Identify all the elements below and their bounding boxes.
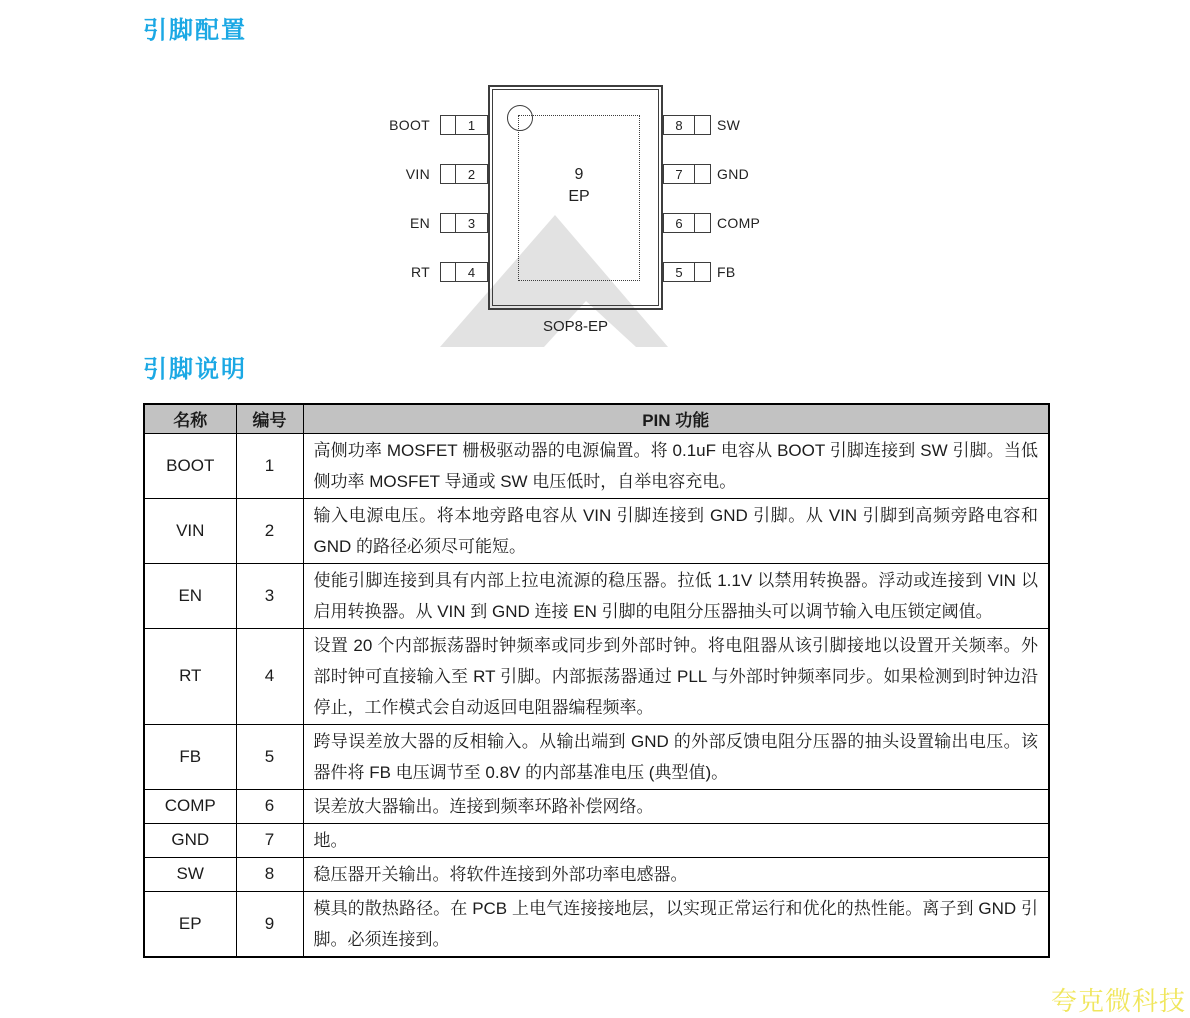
pin-number: 2	[467, 166, 476, 182]
pin-stub	[695, 263, 710, 281]
pin-label-comp: COMP	[717, 215, 761, 231]
exposed-pad-text	[519, 164, 639, 208]
ic-package	[488, 85, 663, 310]
pin-name-cell: SW	[144, 857, 236, 891]
table-row	[144, 857, 1049, 891]
pin-1-box	[440, 115, 488, 135]
pin-3-box	[440, 213, 488, 233]
pin-name-cell: RT	[144, 628, 236, 724]
pin-function-cell: 误差放大器输出。连接到频率环路补偿网络。	[303, 789, 1049, 823]
pin-name-cell: EP	[144, 891, 236, 957]
table-row	[144, 563, 1049, 628]
pin-number: 3	[467, 215, 476, 231]
col-header-number: 编号	[236, 404, 303, 433]
pin-function-cell: 跨导误差放大器的反相输入。从输出端到 GND 的外部反馈电阻分压器的抽头设置输出电压。该器件将 FB 电压调节至 0.8V 的内部基准电压 (典型值)。	[303, 724, 1049, 789]
pin-stub	[441, 165, 456, 183]
pin-name-cell: FB	[144, 724, 236, 789]
pin-stub	[695, 214, 710, 232]
pin-number-cell: 8	[236, 857, 303, 891]
col-header-function: PIN 功能	[303, 404, 1049, 433]
pin-stub	[441, 214, 456, 232]
pin-name-cell: GND	[144, 823, 236, 857]
pin-stub	[695, 165, 710, 183]
pin-function-cell: 稳压器开关输出。将软件连接到外部功率电感器。	[303, 857, 1049, 891]
pin-number-cell: 7	[236, 823, 303, 857]
pin-label-rt: RT	[410, 264, 430, 280]
ep-pad-label: EP	[568, 188, 590, 205]
pin-number: 1	[467, 117, 476, 133]
pin-label-en: EN	[409, 215, 430, 231]
pin-function-cell: 设置 20 个内部振荡器时钟频率或同步到外部时钟。将电阻器从该引脚接地以设置开关频率。外部时钟可直接输入至 RT 引脚。内部振荡器通过 PLL 与外部时钟频率同步。如果检测到时钟边沿停止，工作模式会自动返回电阻器编程频率。	[303, 628, 1049, 724]
pin-stub	[441, 116, 456, 134]
pin-label-sw: SW	[717, 117, 741, 133]
table-row	[144, 724, 1049, 789]
pin-name-cell: EN	[144, 563, 236, 628]
pin-stub	[695, 116, 710, 134]
pin-6-box	[663, 213, 711, 233]
pin-function-cell: 模具的散热路径。在 PCB 上电气连接接地层，以实现正常运行和优化的热性能。离子到 GND 引脚。必须连接到。	[303, 891, 1049, 957]
pin-7-box	[663, 164, 711, 184]
pin-label-vin: VIN	[405, 166, 430, 182]
pin-name-cell: BOOT	[144, 433, 236, 498]
pin-name-cell: VIN	[144, 498, 236, 563]
pin-number-cell: 6	[236, 789, 303, 823]
company-watermark: 夸克微科技	[1050, 986, 1186, 1016]
pin-name-cell: COMP	[144, 789, 236, 823]
pin-label-gnd: GND	[717, 166, 750, 182]
pin-function-cell: 输入电源电压。将本地旁路电容从 VIN 引脚连接到 GND 引脚。从 VIN 引脚到高频旁路电容和 GND 的路径必须尽可能短。	[303, 498, 1049, 563]
col-header-name: 名称	[144, 404, 236, 433]
pin-number-cell: 1	[236, 433, 303, 498]
pin-8-box	[663, 115, 711, 135]
pin-number: 7	[664, 165, 695, 183]
pin-label-fb: FB	[717, 264, 736, 280]
pin-function-cell: 地。	[303, 823, 1049, 857]
pin-config-title: 引脚配置	[143, 17, 247, 44]
pin-stub	[441, 263, 456, 281]
table-row	[144, 433, 1049, 498]
table-header-row	[144, 404, 1049, 433]
exposed-pad-outline	[518, 115, 640, 281]
pin-number-cell: 5	[236, 724, 303, 789]
pin-function-cell: 高侧功率 MOSFET 栅极驱动器的电源偏置。将 0.1uF 电容从 BOOT 引脚连接到 SW 引脚。当低侧功率 MOSFET 导通或 SW 电压低时，自举电容充电。	[303, 433, 1049, 498]
pin-number-cell: 9	[236, 891, 303, 957]
pin-table-body	[144, 433, 1049, 957]
pin-number: 4	[467, 264, 476, 280]
pin-desc-title: 引脚说明	[143, 356, 247, 383]
package-type-label: SOP8-EP	[542, 318, 609, 335]
ep-pad-number: 9	[574, 166, 584, 183]
pin-number: 6	[664, 214, 695, 232]
table-row	[144, 498, 1049, 563]
pin-number-cell: 2	[236, 498, 303, 563]
pin-description-table	[143, 403, 1050, 958]
table-row	[144, 823, 1049, 857]
pin-4-box	[440, 262, 488, 282]
pin-diagram	[0, 85, 1190, 347]
pin-2-box	[440, 164, 488, 184]
table-row	[144, 789, 1049, 823]
pin-function-cell: 使能引脚连接到具有内部上拉电流源的稳压器。拉低 1.1V 以禁用转换器。浮动或连接到 VIN 以启用转换器。从 VIN 到 GND 连接 EN 引脚的电阻分压器抽头可以调节输入电压锁定阈值。	[303, 563, 1049, 628]
pin-5-box	[663, 262, 711, 282]
pin-number: 8	[664, 116, 695, 134]
pin-number-cell: 3	[236, 563, 303, 628]
table-row	[144, 891, 1049, 957]
table-row	[144, 628, 1049, 724]
pin-number-cell: 4	[236, 628, 303, 724]
pin-label-boot: BOOT	[389, 117, 430, 133]
pin-number: 5	[664, 263, 695, 281]
